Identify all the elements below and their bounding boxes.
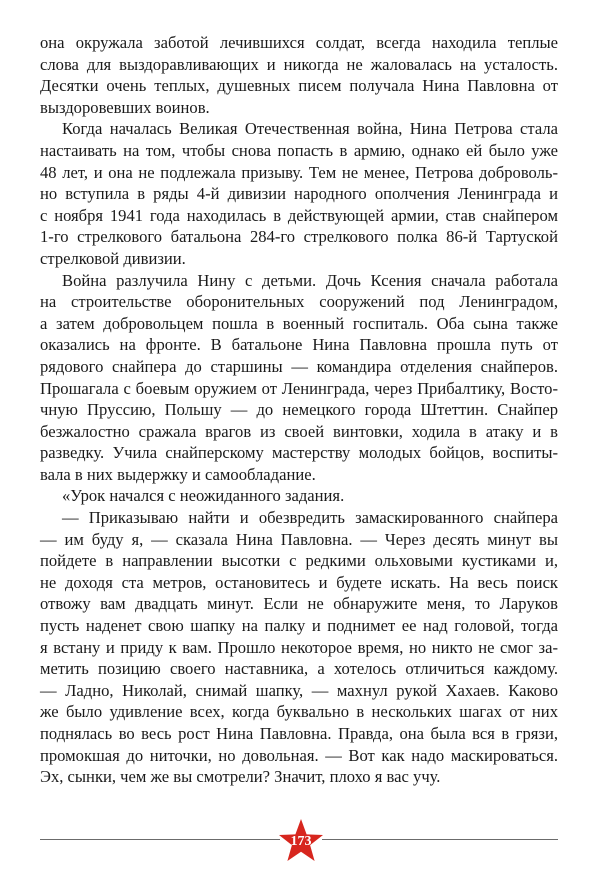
text-line: с ноября 1941 года находилась в действующей армии, став снайпером — [40, 205, 558, 225]
paragraph-first-line: Война разлучила Нину с детьми. Дочь Ксения сначала работала — [62, 270, 558, 290]
page-body-text — [40, 32, 558, 788]
text-line: оказались на фронте. В батальоне Нина Павловна прошла путь от — [40, 335, 558, 355]
text-line: — им буду я, — сказала Нина Павловна. — Через десять минут вы — [40, 529, 558, 549]
text-line: безжалостно сражала врагов из своей винтовки, ходила в атаку и в — [40, 421, 558, 441]
text-line: чную Пруссию, Польшу — до немецкого города Штеттин. Снайпер — [40, 400, 558, 420]
text-line: вала в них выдержку и самообладание. — [40, 464, 316, 484]
text-line: стрелковой дивизии. — [40, 248, 186, 268]
text-line: промокшая до ниточки, но довольная. — Вот как надо маскироваться. — [40, 745, 558, 765]
text-line: поднялась во весь рост Нина Павловна. Правда, она была вся в грязи, — [40, 724, 558, 743]
text-line: Прошагала с боевым оружием от Ленинграда, через Прибалтику, Восто- — [40, 378, 558, 398]
text-line: Эх, сынки, чем же вы смотрели? Значит, плохо я вас учу. — [40, 767, 441, 787]
text-line: Десятки очень теплых, душевных писем получала Нина Павловна от — [40, 76, 558, 96]
text-line: рядового снайпера до старшины — командира отделения снайперов. — [40, 356, 558, 376]
paragraph-first-line: Когда началась Великая Отечественная война, Нина Петрова стала — [62, 119, 558, 139]
text-line: а затем добровольцем пошла в военный госпиталь. Оба сына также — [40, 313, 558, 333]
text-line: выздоровевших воинов. — [40, 97, 210, 117]
footer-divider-left — [40, 839, 280, 840]
text-line: не доходя ста метров, остановитесь и будете искать. На весь поиск — [40, 572, 558, 592]
text-line: я встану и приду к вам. Прошло некоторое время, но никто не смог за- — [40, 637, 558, 657]
text-line: но вступила в ряды 4-й дивизии народного ополчения Ленинграда и — [40, 184, 558, 204]
footer-divider-right — [322, 839, 558, 840]
text-line: пойдете в направлении высотки с редкими ольховыми кустиками и, — [40, 551, 558, 571]
text-line: метить позицию своего наставника, а хотелось отличиться каждому. — [40, 659, 558, 679]
text-line: слова для выздоравливающих и никогда не жаловалась на усталость. — [40, 54, 558, 74]
text-line: она окружала заботой лечившихся солдат, всегда находила теплые — [40, 33, 558, 52]
text-line: 48 лет, и она не подлежала призыву. Тем не менее, Петрова доброволь- — [40, 162, 558, 182]
page-number: 173 — [290, 834, 312, 849]
text-line: 1-го стрелкового батальона 284-го стрелкового полка 86-й Тартуской — [40, 227, 558, 247]
text-line: разведку. Учила снайперскому мастерству молодых бойцов, воспиты- — [40, 443, 558, 463]
text-line: отвожу вам двадцать минут. Если не обнаружите меня, то Ларуков — [40, 594, 558, 614]
text-line: — Ладно, Николай, снимай шапку, — махнул рукой Хахаев. Каково — [40, 680, 558, 700]
text-line: на строительстве оборонительных сооружений под Ленинградом, — [40, 292, 558, 312]
dialogue-first-line: — Приказываю найти и обезвредить замаскированного снайпера — [62, 508, 558, 528]
text-line: пусть наденет свою шапку на палку и поднимет ее над головой, тогда — [40, 616, 558, 636]
quote-first-line: «Урок начался с неожиданного задания. — [62, 486, 345, 506]
text-line: настаивать на том, чтобы снова попасть в армию, однако ей было уже — [40, 140, 558, 160]
text-line: же было удивление всех, когда буквально в нескольких шагах от них — [40, 702, 558, 722]
